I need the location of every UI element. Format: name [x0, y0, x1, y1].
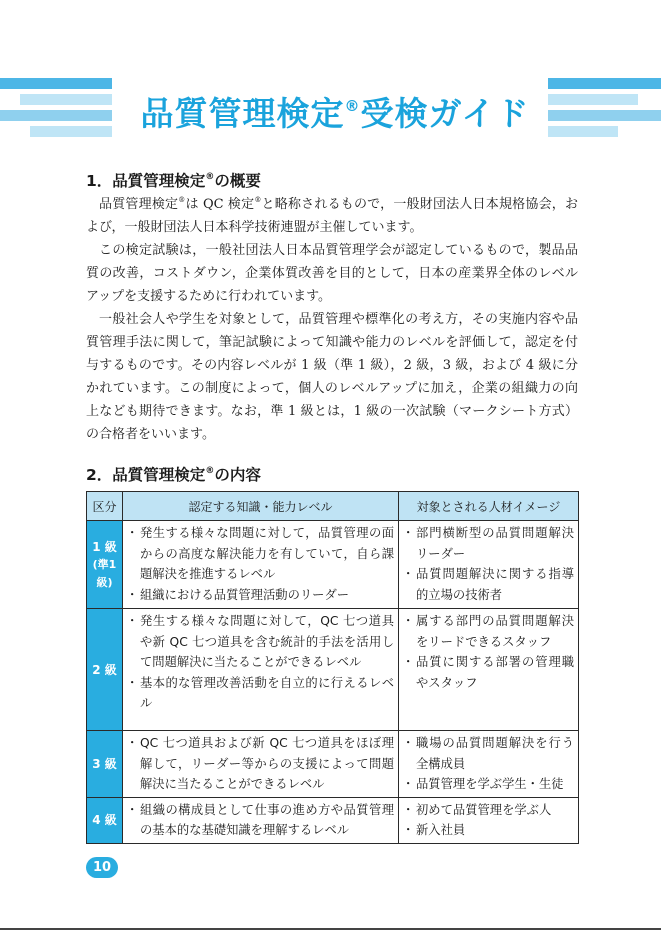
header-level: 区分 [87, 492, 123, 521]
section-heading-main: 品質管理検定 [112, 172, 206, 190]
list-item: ・ 品質に関する部署の管理職やスタッフ [405, 652, 574, 693]
skills-cell [123, 609, 399, 731]
text-run: は QC 検定 [185, 197, 255, 212]
header-skills: 認定する知識・能力レベル [123, 492, 399, 521]
banner-stripe [548, 110, 661, 121]
level-cell [87, 609, 123, 731]
level-label: 4 級 [92, 813, 117, 827]
header-target: 対象とされる人材イメージ [399, 492, 579, 521]
banner-stripe [0, 110, 112, 121]
list-item: ・ 基本的な管理改善活動を自立的に行えるレベル [129, 673, 394, 714]
section-heading-rest: の内容 [214, 466, 261, 484]
list-item: ・ 新入社員 [405, 820, 574, 841]
registered-mark: ® [254, 196, 262, 204]
list-item: ・ 品質問題解決に関する指導的立場の技術者 [405, 564, 574, 605]
target-cell [399, 521, 579, 609]
target-cell [399, 797, 579, 843]
registered-mark: ® [205, 466, 215, 476]
skills-cell [123, 521, 399, 609]
registered-mark: ® [178, 196, 186, 204]
banner-stripe [548, 94, 638, 105]
page-title-main: 品質管理検定 [140, 94, 345, 133]
level-label: 3 級 [92, 756, 117, 771]
skills-cell [123, 797, 399, 843]
registered-mark: ® [344, 97, 361, 115]
table-row [87, 797, 579, 843]
list-item: ・ 職場の品質問題解決を行う全構成員 [405, 733, 574, 774]
table-row [87, 521, 579, 609]
table-row [87, 609, 579, 731]
overview-body [86, 189, 578, 446]
overview-paragraph-3: 一般社会人や学生を対象として，品質管理や標準化の考え方，その実施内容や品質管理手法に関して，筆記試験によって知識や能力のレベルを評価して，認定を付与するものです。その内容レベルが 1 級（準 1 級），2 級，3 級，および 4 級に分かれています。この制度によって，個人のレベルアップに加え，企業の組織力の向上なども期待できます。なお，準 1 級とは，1 級の一次試験（マークシート方式）の合格者をいいます。 [86, 312, 578, 442]
section-number: 1． [86, 172, 113, 190]
list-item: ・ 初めて品質管理を学ぶ人 [405, 800, 574, 821]
table-row [87, 731, 579, 798]
text-run: と略称されるもので，一般財団法人日本規格協会，および，一般財団法人日本科学技術連盟が主催しています。 [86, 197, 578, 235]
skills-cell [123, 731, 399, 798]
section-heading-main: 品質管理検定 [112, 466, 206, 484]
overview-paragraph-1 [86, 189, 578, 239]
level-table [86, 491, 579, 844]
banner-stripe [0, 78, 112, 89]
list-item: ・ 属する部門の品質問題解決をリードできるスタッフ [405, 611, 574, 652]
list-item: ・ 品質管理を学ぶ学生・生徒 [405, 774, 574, 795]
overview-paragraph-2: この検定試験は，一般社団法人日本品質管理学会が認定しているもので，製品品質の改善，コストダウン，企業体質改善を目的として，日本の産業界全体のレベルアップを支援するために行われています。 [86, 243, 578, 304]
level-cell [87, 521, 123, 609]
section-heading-contents [86, 463, 261, 485]
section-heading-overview [86, 169, 261, 191]
banner-stripe [20, 94, 112, 105]
level-label: 1 級 [92, 539, 117, 554]
page-number: 10 [86, 857, 118, 878]
list-item: ・ 部門横断型の品質問題解決リーダー [405, 523, 574, 564]
section-number: 2． [86, 466, 113, 484]
list-item: ・ 発生する様々な問題に対して，品質管理の面からの高度な解決能力を有していて，自ら課題解決を推進するレベル [129, 523, 394, 585]
text-run: 品質管理検定 [99, 197, 179, 212]
target-cell [399, 609, 579, 731]
page-title [130, 78, 540, 134]
level-sublabel: (準1級) [92, 557, 117, 589]
list-item: ・ QC 七つ道具および新 QC 七つ道具をほぼ理解して，リーダー等からの支援によって問題解決に当たることができるレベル [129, 733, 394, 795]
table-header-row [87, 492, 579, 521]
page-title-rest: 受検ガイド [360, 94, 530, 133]
bottom-divider [0, 928, 661, 930]
level-cell [87, 731, 123, 798]
level-cell [87, 797, 123, 843]
list-item: ・ 組織における品質管理活動のリーダー [129, 585, 394, 606]
list-item: ・ 組織の構成員として仕事の進め方や品質管理の基本的な基礎知識を理解するレベル [129, 800, 394, 841]
banner-stripe [548, 126, 618, 137]
list-item: ・ 発生する様々な問題に対して，QC 七つ道具や新 QC 七つ道具を含む統計的手法を活用して問題解決に当たることができるレベル [129, 611, 394, 673]
banner-stripe [548, 78, 661, 89]
banner-stripe [30, 126, 112, 137]
section-heading-rest: の概要 [214, 172, 261, 190]
target-cell [399, 731, 579, 798]
registered-mark: ® [205, 172, 215, 182]
level-label: 2 級 [92, 662, 117, 677]
